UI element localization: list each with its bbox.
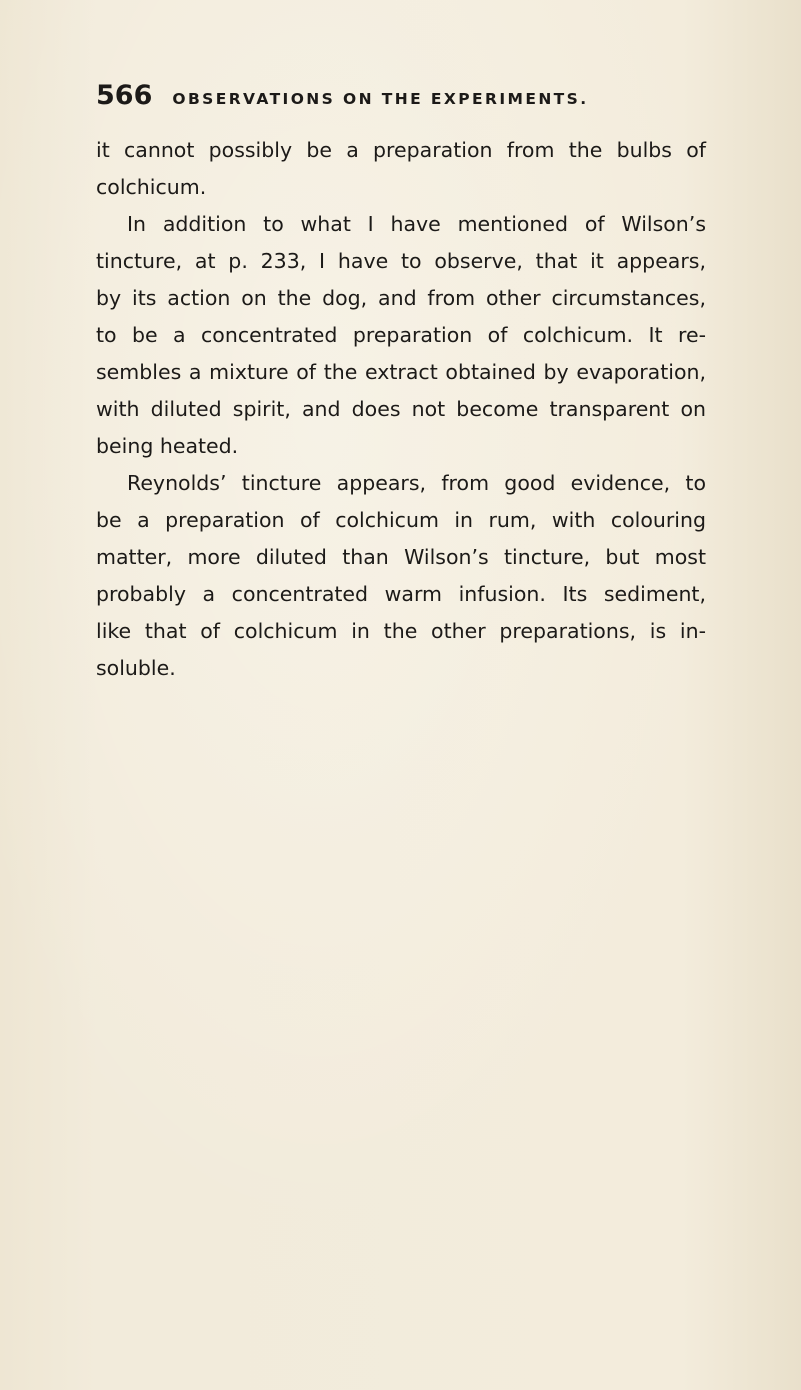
running-head bbox=[96, 80, 656, 120]
text-line: probably a concentrated warm infusion. Its sediment, bbox=[96, 582, 706, 606]
text-line: be a preparation of colchicum in rum, with colouring bbox=[96, 508, 706, 532]
page-number: 566 bbox=[96, 80, 153, 111]
text-line: In addition to what I have mentioned of Wilson’s bbox=[127, 212, 706, 236]
text-line: Reynolds’ tincture appears, from good evidence, to bbox=[127, 471, 706, 495]
body-text bbox=[96, 132, 706, 687]
text-line: being heated. bbox=[96, 434, 239, 458]
text-line: with diluted spirit, and does not become transparent on bbox=[96, 397, 706, 421]
text-line: sembles a mixture of the extract obtained by evaporation, bbox=[96, 360, 706, 384]
text-line: soluble. bbox=[96, 656, 176, 680]
text-line: to be a concentrated preparation of colchicum. It re- bbox=[96, 323, 706, 347]
text-line: matter, more diluted than Wilson’s tincture, but most bbox=[96, 545, 706, 569]
text-line: it cannot possibly be a preparation from the bulbs of bbox=[96, 138, 706, 162]
text-line: colchicum. bbox=[96, 175, 207, 199]
text-line: tincture, at p. 233, I have to observe, that it appears, bbox=[96, 249, 706, 273]
running-title: OBSERVATIONS ON THE EXPERIMENTS. bbox=[172, 90, 589, 108]
text-line: like that of colchicum in the other preparations, is in- bbox=[96, 619, 706, 643]
text-line: by its action on the dog, and from other circumstances, bbox=[96, 286, 706, 310]
